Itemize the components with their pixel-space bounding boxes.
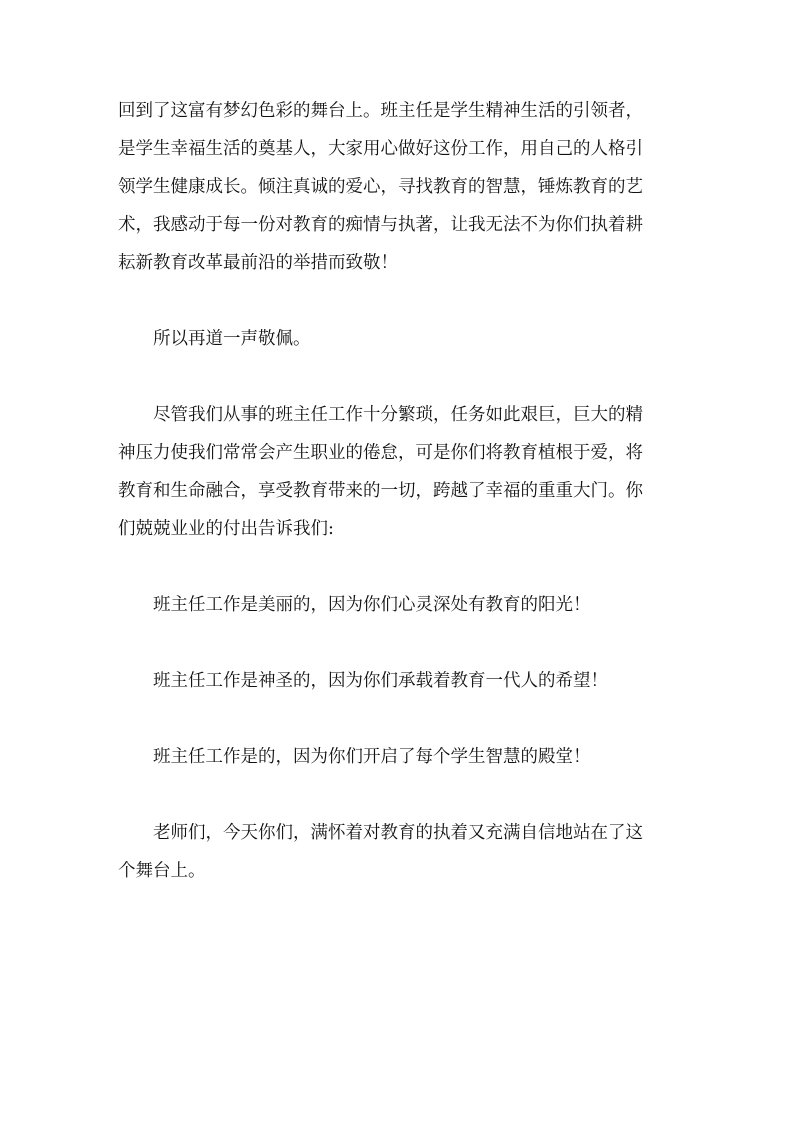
paragraph-4	[118, 586, 678, 624]
paragraph-5	[118, 662, 678, 700]
text-line: 回到了这富有梦幻色彩的舞台上。班主任是学生精神生活的引领者，	[118, 101, 643, 121]
paragraph-spacer	[118, 282, 678, 320]
text-line: 神压力使我们常常会产生职业的倦怠，可是你们将教育植根于爱，将	[118, 443, 643, 463]
paragraph-spacer	[118, 548, 678, 586]
text-line: 是学生幸福生活的奠基人，大家用心做好这份工作，用自己的人格引	[118, 139, 643, 159]
paragraph-7	[118, 814, 678, 890]
text-line: 领学生健康成长。倾注真诚的爱心，寻找教育的智慧，锤炼教育的艺	[118, 177, 643, 197]
text-line: 教育和生命融合，享受教育带来的一切，跨越了幸福的重重大门。你	[118, 481, 643, 501]
document-body	[118, 92, 678, 890]
paragraph-spacer	[118, 358, 678, 396]
text-line: 班主任工作是神圣的，因为你们承载着教育一代人的希望！	[153, 671, 608, 691]
text-line: 班主任工作是的，因为你们开启了每个学生智慧的殿堂！	[153, 747, 591, 767]
text-line: 尽管我们从事的班主任工作十分繁琐，任务如此艰巨，巨大的精	[153, 405, 643, 425]
paragraph-1	[118, 92, 678, 282]
text-line: 们兢兢业业的付出告诉我们:	[118, 519, 334, 539]
text-line: 所以再道一声敬佩。	[153, 329, 311, 349]
text-line: 班主任工作是美丽的，因为你们心灵深处有教育的阳光！	[153, 595, 591, 615]
text-line: 耘新教育改革最前沿的举措而致敬！	[118, 253, 398, 273]
paragraph-3	[118, 396, 678, 548]
text-line: 术，我感动于每一份对教育的痴情与执著，让我无法不为你们执着耕	[118, 215, 643, 235]
paragraph-spacer	[118, 776, 678, 814]
paragraph-spacer	[118, 700, 678, 738]
paragraph-2	[118, 320, 678, 358]
paragraph-spacer	[118, 624, 678, 662]
paragraph-6	[118, 738, 678, 776]
text-line: 老师们，今天你们，满怀着对教育的执着又充满自信地站在了这	[153, 823, 643, 843]
text-line: 个舞台上。	[118, 861, 206, 881]
